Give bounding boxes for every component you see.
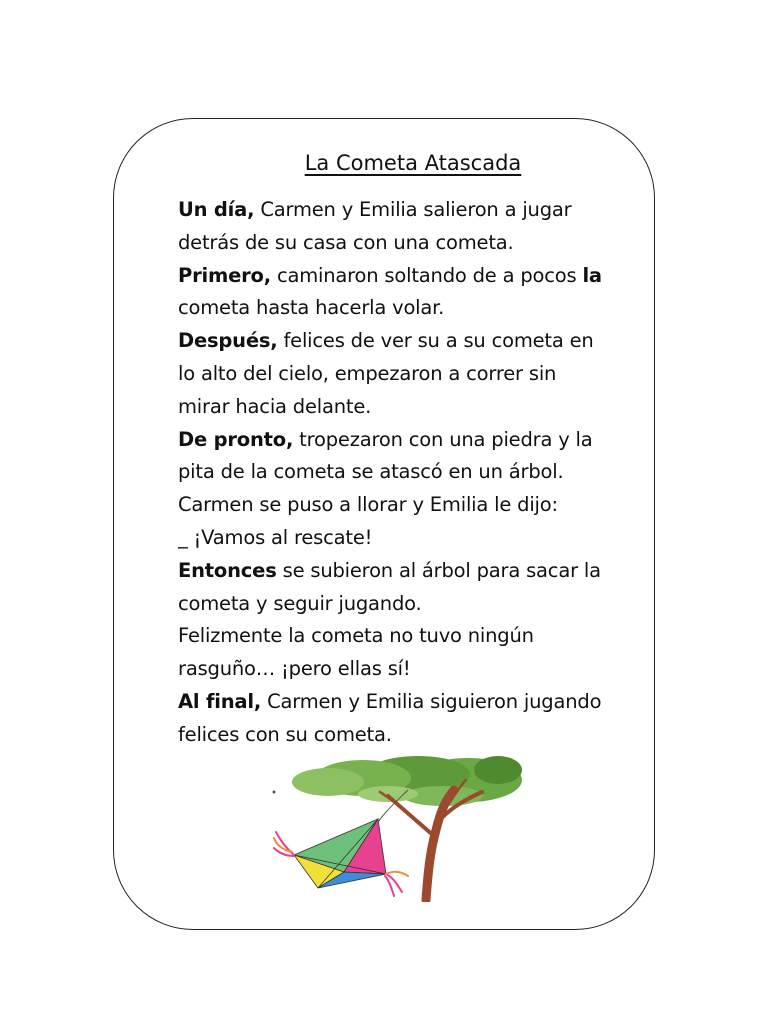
- line-text: pita de la cometa se atascó en un árbol.: [178, 460, 564, 484]
- line-text: _ ¡Vamos al rescate!: [178, 525, 373, 549]
- line-text: felices con su cometa.: [178, 722, 392, 746]
- line-lead: Un día,: [178, 198, 255, 221]
- story-line: [178, 358, 658, 391]
- story-line: [178, 489, 658, 522]
- story-line: [178, 260, 658, 293]
- story-line: [178, 522, 658, 555]
- line-text: lo alto del cielo, empezaron a correr sin: [178, 361, 557, 385]
- story-line: [178, 653, 658, 686]
- story-line: [178, 719, 658, 752]
- line-text: rasguño… ¡pero ellas sí!: [178, 657, 411, 681]
- line-text: caminaron soltando de a pocos: [270, 263, 583, 287]
- line-lead: Después,: [178, 329, 278, 353]
- line-text: Carmen se puso a llorar y Emilia le dijo:: [178, 493, 558, 517]
- story-line: [178, 391, 658, 424]
- kite-stuck-in-tree-icon: [268, 752, 524, 902]
- line-tail: la: [582, 263, 602, 287]
- story-line: [178, 292, 658, 325]
- story-line: [178, 555, 658, 588]
- story-line: [178, 424, 658, 457]
- line-text: cometa y seguir jugando.: [178, 591, 422, 615]
- line-text: cometa hasta hacerla volar.: [178, 296, 445, 320]
- page-title: La Cometa Atascada: [304, 151, 522, 175]
- line-text: se subieron al árbol para sacar la: [276, 558, 601, 582]
- story-line: [178, 620, 658, 653]
- story-line: [178, 325, 658, 358]
- line-lead: De pronto,: [178, 427, 294, 451]
- line-text: Carmen y Emilia salieron a jugar: [254, 198, 572, 221]
- tree-foliage: [292, 756, 522, 806]
- line-text: detrás de su casa con una cometa.: [178, 230, 514, 254]
- line-lead: Entonces: [178, 558, 277, 582]
- story-line: [178, 227, 658, 260]
- kite: [294, 819, 386, 888]
- story-line: [178, 456, 658, 489]
- line-text: Felizmente la cometa no tuvo ningún: [178, 624, 534, 648]
- story-line: [178, 686, 658, 719]
- story-line: [178, 194, 658, 227]
- story-text: [178, 194, 658, 752]
- line-text: Carmen y Emilia siguieron jugando: [261, 689, 602, 713]
- line-lead: Primero,: [178, 263, 271, 287]
- line-lead: Al final,: [178, 689, 262, 713]
- line-text: mirar hacia delante.: [178, 394, 372, 418]
- line-text: felices de ver su a su cometa en: [277, 329, 594, 353]
- story-line: [178, 588, 658, 621]
- line-text: tropezaron con una piedra y la: [293, 427, 593, 451]
- speck: [273, 791, 276, 794]
